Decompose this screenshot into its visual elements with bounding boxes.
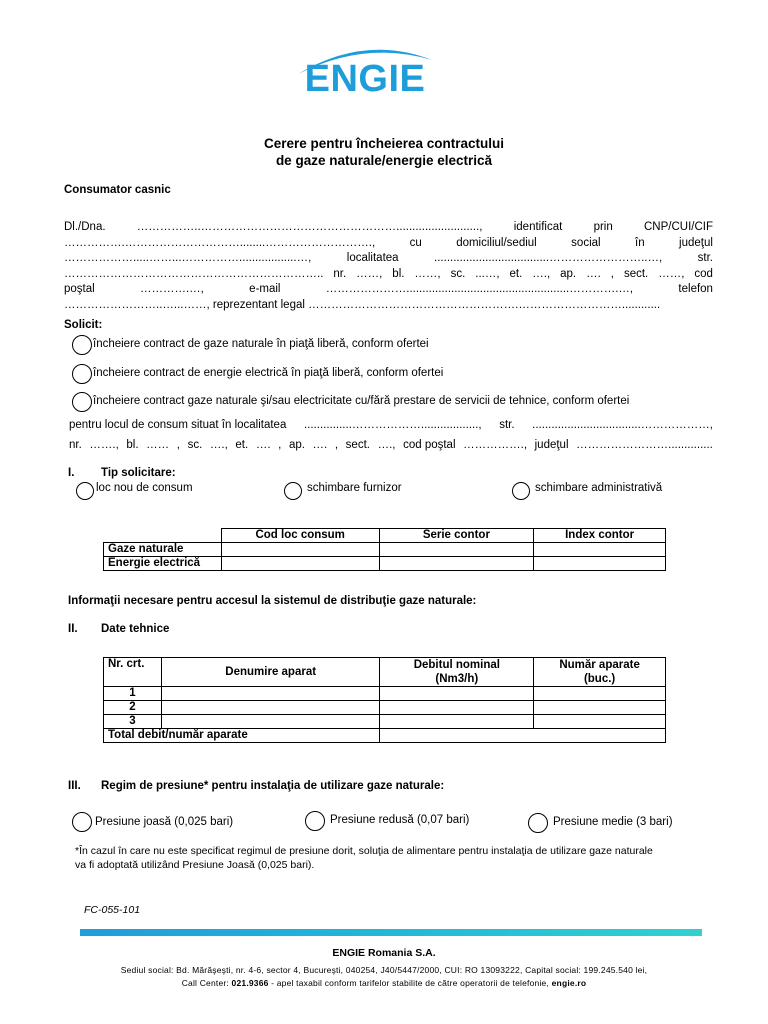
appliance-header-debit-line2: (Nm3/h) xyxy=(435,673,479,685)
location-field-line[interactable] xyxy=(69,419,713,431)
consumer-field-segment: ………………………………………………………….. xyxy=(64,267,324,280)
request-type-radio-supplier[interactable] xyxy=(284,482,302,500)
footer-address: Sediul social: Bd. Mărăşeşti, nr. 4-6, sector 4, Bucureşti, 040254, J40/5447/2000, CUI: RO 13093222, Capital social: 199.245.540 lei, xyxy=(120,965,648,975)
consumer-field-segment: cod xyxy=(694,267,713,280)
consumer-field-segment: bl. xyxy=(392,267,405,280)
consumer-field-segment: localitatea xyxy=(346,252,399,264)
consumer-field-segment: social xyxy=(571,236,601,249)
request-option-label-2: încheiere contract de energie electrică în piaţă liberă, conform ofertei xyxy=(93,367,444,379)
appliance-header-debit xyxy=(380,658,534,687)
consumer-field-segment: …. xyxy=(586,267,601,280)
appliance-header-numar-line2: (buc.) xyxy=(583,673,616,685)
location-field-segment: judeţul xyxy=(534,439,569,451)
appliance-cell-debit[interactable] xyxy=(380,715,534,729)
location-field-segment: , xyxy=(278,439,282,451)
consumer-field-line[interactable] xyxy=(64,283,713,295)
appliance-cell-debit[interactable] xyxy=(380,687,534,701)
consumer-field-line[interactable] xyxy=(64,252,713,264)
location-field-segment: cod poştal xyxy=(403,439,456,451)
engie-logo-text: ENGIE xyxy=(304,58,426,100)
form-code: FC-055-101 xyxy=(84,904,141,916)
pressure-note-line-1: *În cazul în care nu este specificat regimul de presiune dorit, soluţia de alimentare pentru instalaţia de utilizare gaze naturale xyxy=(75,845,653,857)
appliance-cell-name[interactable] xyxy=(161,715,380,729)
consumer-field-segment: sect. xyxy=(623,267,649,280)
appliance-header-row xyxy=(104,658,666,687)
location-field-segment: str. xyxy=(499,419,515,431)
appliance-row-number: 2 xyxy=(104,701,162,715)
appliance-header-denumire: Denumire aparat xyxy=(161,658,380,687)
location-field-segment: sect. xyxy=(345,439,370,451)
location-field-segment: , xyxy=(334,439,339,451)
appliance-row-number: 3 xyxy=(104,715,162,729)
appliance-row xyxy=(104,701,666,715)
location-field-segment: , xyxy=(176,439,180,451)
location-field-segment: nr. xyxy=(69,439,82,451)
appliance-header-debit-line1: Debitul nominal xyxy=(413,659,500,671)
pressure-radio-reduced[interactable] xyxy=(305,811,325,831)
request-type-label-new: loc nou de consum xyxy=(96,482,193,494)
meter-row-gas xyxy=(104,543,666,557)
meter-row-electric xyxy=(104,557,666,571)
footer-gradient-bar xyxy=(80,929,702,936)
section-3-title: Regim de presiune* pentru instalaţia de utilizare gaze naturale: xyxy=(101,780,445,792)
meter-cell-gas-serie[interactable] xyxy=(379,543,534,557)
consumer-field-line[interactable] xyxy=(64,237,713,249)
consumer-field-segment: ……, xyxy=(658,267,685,280)
location-field-segment: et. xyxy=(235,439,249,451)
section-1-number: I. xyxy=(68,467,75,479)
consumer-field-segment: ....................................……………………..…, xyxy=(434,252,663,264)
appliance-cell-count[interactable] xyxy=(534,687,666,701)
consumer-field-segment: …………….…………………………........………………………., xyxy=(64,236,376,249)
location-field-segment: …………………….............. xyxy=(576,439,713,451)
location-field-segment: …., xyxy=(209,439,228,451)
consumer-field-segment: ……, xyxy=(414,267,441,280)
title-line-1: Cerere pentru încheierea contractului xyxy=(263,136,505,151)
appliance-header-numar xyxy=(534,658,666,687)
meter-row-label-electric: Energie electrică xyxy=(104,557,222,571)
request-heading: Solicit: xyxy=(64,319,103,331)
location-field-segment: …… xyxy=(146,439,170,451)
meter-table-header-row xyxy=(104,529,666,543)
footer-call-note: - apel taxabil conform tarifelor stabilite de către operatorii de telefonie, xyxy=(271,978,550,988)
consumer-field-segment: CNP/CUI/CIF xyxy=(644,221,713,233)
consumer-field-segment: ……………..…………………………………………….........................., xyxy=(136,221,483,233)
location-field-segment: ……., xyxy=(89,439,119,451)
consumer-field-segment: …., xyxy=(532,267,551,280)
title-line-2: de gaze naturale/energie electrică xyxy=(275,153,493,168)
consumer-field-segment: identificat xyxy=(513,221,563,233)
section-2-title: Date tehnice xyxy=(101,623,170,635)
meter-cell-electric-serie[interactable] xyxy=(379,557,534,571)
appliance-row xyxy=(104,687,666,701)
consumer-field-line[interactable] xyxy=(64,221,713,233)
request-type-radio-new[interactable] xyxy=(76,482,94,500)
meter-row-label-gas: Gaze naturale xyxy=(104,543,222,557)
location-field-segment: sc. xyxy=(187,439,203,451)
appliance-cell-count[interactable] xyxy=(534,701,666,715)
appliance-table xyxy=(103,657,666,743)
footer-call-center xyxy=(0,978,768,988)
consumer-field-segment: et. xyxy=(509,267,523,280)
consumer-field-segment: str. xyxy=(697,252,713,264)
footer-call-prefix: Call Center: xyxy=(181,978,229,988)
appliance-total-label: Total debit/număr aparate xyxy=(104,729,380,743)
consumer-field-segment: ...…, xyxy=(475,267,500,280)
location-field-segment: …., xyxy=(377,439,396,451)
meter-header-cod: Cod loc consum xyxy=(221,529,379,543)
location-field-segment: …. xyxy=(312,439,328,451)
consumer-field-segment: ap. xyxy=(560,267,577,280)
footer-company: ENGIE Romania S.A. xyxy=(332,947,436,959)
consumer-field-segment: , xyxy=(610,267,614,280)
consumer-field-segment: în xyxy=(635,236,645,249)
consumer-field-segment: cu xyxy=(409,236,422,249)
consumer-field-segment: ……………………..…...……, reprezentant legal ……………………………………………….………………………............ xyxy=(64,298,661,311)
meter-cell-gas-index[interactable] xyxy=(534,543,666,557)
section-1-title: Tip solicitare: xyxy=(101,467,176,479)
request-option-radio-3[interactable] xyxy=(72,392,92,412)
location-field-segment: ap. xyxy=(288,439,305,451)
appliance-header-nr: Nr. crt. xyxy=(104,658,162,687)
request-option-label-3: încheiere contract gaze naturale şi/sau electricitate cu/fără prestare de servicii de tehnice, conform ofertei xyxy=(93,395,630,407)
meter-cell-electric-index[interactable] xyxy=(534,557,666,571)
footer-call-number: 021.9366 xyxy=(231,978,269,988)
meter-header-index: Index contor xyxy=(534,529,666,543)
consumer-field-segment: ………….…, xyxy=(139,283,204,295)
appliance-cell-count[interactable] xyxy=(534,715,666,729)
pressure-label-medium: Presiune medie (3 bari) xyxy=(553,816,673,828)
consumer-field-segment: ……, xyxy=(356,267,383,280)
location-field-segment: ..................................………………, xyxy=(532,419,713,431)
appliance-header-numar-line1: Număr aparate xyxy=(559,659,640,671)
distribution-info-heading: Informaţii necesare pentru accesul la sistemul de distribuţie gaze naturale: xyxy=(68,595,477,607)
consumer-field-segment: ……………….....……...……………..................…, xyxy=(64,252,312,264)
request-option-label-1: încheiere contract de gaze naturale în piaţă liberă, conform ofertei xyxy=(93,338,429,350)
request-type-label-admin: schimbare administrativă xyxy=(535,482,663,494)
meter-table xyxy=(103,528,666,571)
meter-cell-gas-cod[interactable] xyxy=(221,543,379,557)
consumer-field-segment: telefon xyxy=(678,283,713,295)
location-field-segment: ……………., xyxy=(463,439,528,451)
consumer-field-segment: Dl./Dna. xyxy=(64,221,106,233)
consumer-field-segment: …………………...................................................………….…, xyxy=(325,283,634,295)
consumer-field-segment: e-mail xyxy=(249,283,281,295)
appliance-cell-debit[interactable] xyxy=(380,701,534,715)
request-type-radio-admin[interactable] xyxy=(512,482,530,500)
consumer-field-segment: sc. xyxy=(450,267,466,280)
consumer-field-segment: nr. xyxy=(333,267,347,280)
request-option-radio-1[interactable] xyxy=(72,335,92,355)
location-field-line[interactable] xyxy=(69,439,713,451)
consumer-field-line[interactable] xyxy=(64,268,713,280)
appliance-cell-name[interactable] xyxy=(161,701,380,715)
meter-cell-electric-cod[interactable] xyxy=(221,557,379,571)
consumer-field-segment: prin xyxy=(593,221,613,233)
meter-table-corner xyxy=(104,529,222,543)
appliance-row-number: 1 xyxy=(104,687,162,701)
pressure-label-low: Presiune joasă (0,025 bari) xyxy=(95,816,234,828)
request-type-label-supplier: schimbare furnizor xyxy=(307,482,402,494)
footer-website: engie.ro xyxy=(551,978,587,988)
consumer-field-segment: judeţul xyxy=(679,236,713,249)
consumer-field-line[interactable] xyxy=(64,299,713,311)
appliance-cell-name[interactable] xyxy=(161,687,380,701)
pressure-note-line-2: va fi adoptată utilizând Presiune Joasă (0,025 bari). xyxy=(75,859,315,871)
consumer-field-segment: domiciliul/sediul xyxy=(456,236,537,249)
appliance-total-value[interactable] xyxy=(380,729,666,743)
location-field-segment: pentru locul de consum situat în localitatea xyxy=(69,419,287,431)
location-field-segment: bl. xyxy=(126,439,139,451)
location-field-segment: …. xyxy=(255,439,271,451)
section-3-number: III. xyxy=(68,780,81,792)
location-field-segment: ...............……………….................., xyxy=(303,419,482,431)
pressure-radio-medium[interactable] xyxy=(528,813,548,833)
appliance-total-row xyxy=(104,729,666,743)
meter-header-serie: Serie contor xyxy=(379,529,534,543)
consumer-field-segment: poştal xyxy=(64,283,95,295)
appliance-row xyxy=(104,715,666,729)
section-2-number: II. xyxy=(68,623,78,635)
request-option-radio-2[interactable] xyxy=(72,364,92,384)
consumer-heading: Consumator casnic xyxy=(64,184,171,196)
pressure-radio-low[interactable] xyxy=(72,812,92,832)
pressure-label-reduced: Presiune redusă (0,07 bari) xyxy=(330,814,470,826)
